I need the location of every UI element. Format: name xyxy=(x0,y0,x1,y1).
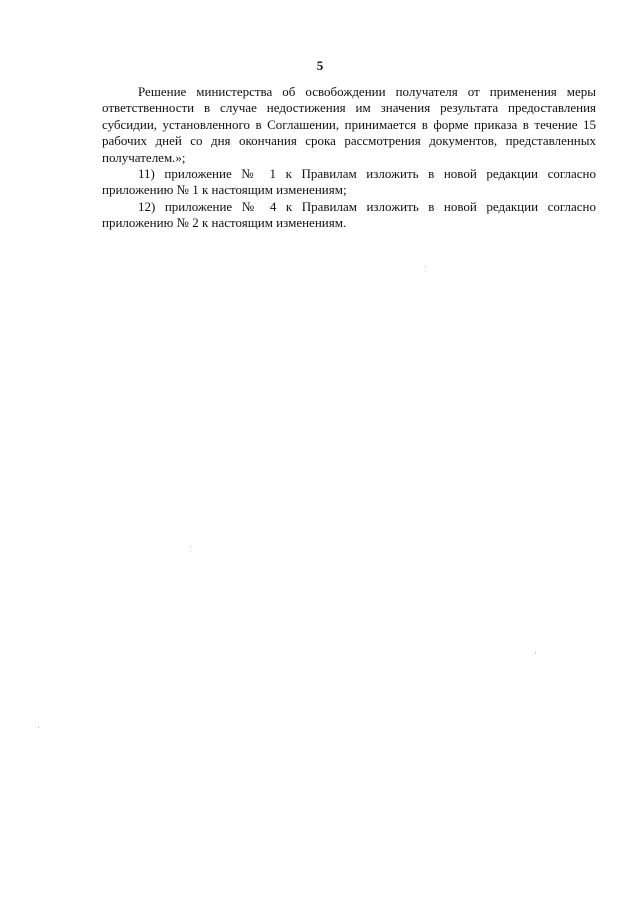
scan-speck xyxy=(190,546,191,547)
page-number: 5 xyxy=(316,58,324,73)
document-body xyxy=(102,84,596,232)
paragraph-item-11: 11) приложение № 1 к Правилам изложить в новой редакции согласно приложению № 1 к настоящим изменениям; xyxy=(102,166,596,198)
paragraph-item-12: 12) приложение № 4 к Правилам изложить в новой редакции согласно приложению № 2 к настоящим изменениям. xyxy=(102,198,596,231)
paragraph-penalty-exemption: Решение министерства об освобождении получателя от применения меры ответственности в случае недостижения им значения результата предоставления субсидии, установленного в Соглашении, принимается в форме приказа в течение 15 рабочих дней со дня окончания срока рассмотрения документов, представленных получателем.»; xyxy=(102,84,596,165)
scan-speck xyxy=(535,652,536,653)
scan-speck xyxy=(425,266,426,267)
scan-speck xyxy=(38,727,39,728)
